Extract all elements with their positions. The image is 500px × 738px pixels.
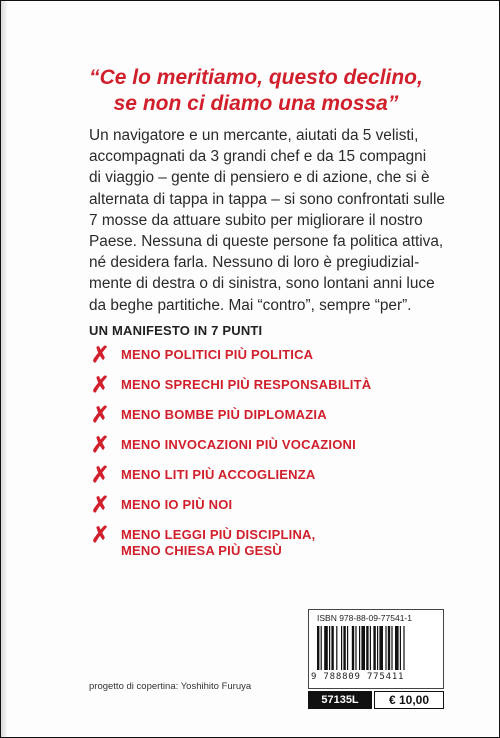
point-text: MENO BOMBE PIÙ DIPLOMAZIA: [121, 407, 327, 422]
manifesto-point: [89, 342, 449, 367]
manifesto-points: [89, 342, 449, 573]
point-text-continued: MENO CHIESA PIÙ GESÙ: [121, 543, 282, 558]
point-text: MENO IO PIÙ NOI: [121, 497, 233, 512]
cross-mark-icon: ✗: [91, 372, 110, 397]
price: € 10,00: [374, 691, 444, 709]
manifesto-point: [89, 492, 449, 517]
cross-mark-icon: ✗: [91, 342, 110, 367]
manifesto-point: [89, 462, 449, 487]
blurb-line: alternata di tappa in tappa – si sono confrontati sulle: [89, 190, 445, 208]
isbn-label: ISBN 978-88-09-77541-1: [317, 613, 412, 623]
blurb-line: Paese. Nessuna di queste persone fa politica attiva,: [89, 233, 444, 251]
blurb-line: accompagnati da 3 grandi chef e da 15 compagni: [89, 148, 427, 166]
cross-mark-icon: ✗: [91, 432, 110, 457]
blurb-paragraph: [89, 125, 445, 316]
barcode: [308, 609, 444, 689]
barcode-digits: 9 788809 775411: [311, 672, 405, 682]
price-row: [308, 691, 444, 709]
manifesto-title: UN MANIFESTO IN 7 PUNTI: [89, 323, 263, 338]
manifesto-point: [89, 402, 449, 427]
blurb-line: né desidera farla. Nessuno di loro è pregiudizial-: [89, 254, 420, 272]
cover-credit: progetto di copertina: Yoshihito Furuya: [89, 681, 252, 692]
quote-line-1: “Ce lo meritiamo, questo declino,: [89, 66, 423, 89]
point-text: MENO LEGGI PIÙ DISCIPLINA,: [121, 527, 316, 542]
point-text: MENO SPRECHI PIÙ RESPONSABILITÀ: [121, 377, 372, 392]
cross-mark-icon: ✗: [91, 492, 110, 517]
point-text: MENO INVOCAZIONI PIÙ VOCAZIONI: [121, 437, 356, 452]
point-text: MENO POLITICI PIÙ POLITICA: [121, 347, 314, 362]
product-code: 57135L: [308, 691, 372, 709]
cross-mark-icon: ✗: [91, 462, 110, 487]
blurb-line: da beghe partitiche. Mai “contro”, sempre “per”.: [89, 296, 412, 314]
quote-line-2: se non ci diamo una mossa”: [113, 92, 399, 115]
barcode-bars: [317, 626, 435, 670]
blurb-line: mente di destra o di sinistra, sono lontani anni luce: [89, 275, 435, 293]
cross-mark-icon: ✗: [91, 402, 110, 427]
cross-mark-icon: ✗: [91, 522, 110, 547]
blurb-line: Un navigatore e un mercante, aiutati da 5 velisti,: [89, 127, 419, 144]
manifesto-point: [89, 372, 449, 397]
blurb-line: di viaggio – gente di pensiero e di azione, che si è: [89, 169, 430, 187]
point-text: MENO LITI PIÙ ACCOGLIENZA: [121, 467, 316, 482]
blurb-line: 7 mosse da attuare subito per migliorare il nostro: [89, 211, 423, 229]
manifesto-point: [89, 522, 449, 559]
headline-quote: [61, 65, 451, 117]
spine-edge: [1, 1, 7, 737]
manifesto-point: [89, 432, 449, 457]
